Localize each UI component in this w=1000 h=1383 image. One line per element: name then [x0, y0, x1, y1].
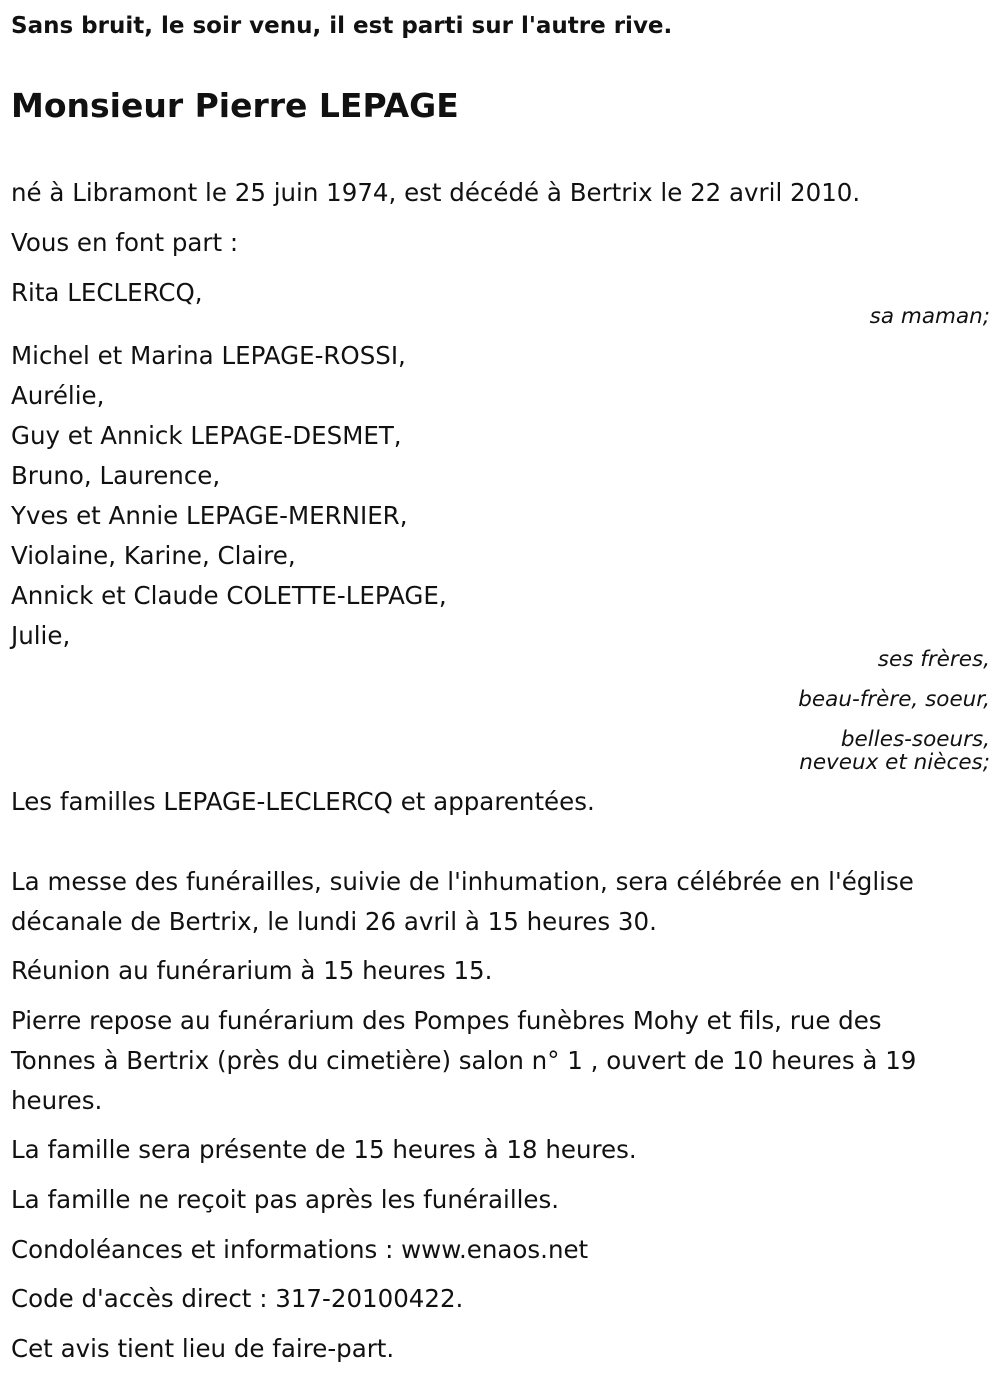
epigraph: Sans bruit, le soir venu, il est parti sur l'autre rive.: [11, 13, 673, 39]
sibling-line: Julie,: [11, 621, 71, 650]
notice-line: Cet avis tient lieu de faire-part.: [11, 1334, 395, 1363]
meeting-line: Réunion au funérarium à 15 heures 15.: [11, 956, 493, 985]
sibling-line: Violaine, Karine, Claire,: [11, 541, 296, 570]
mass-line-1: La messe des funérailles, suivie de l'inhumation, sera célébrée en l'église: [11, 867, 914, 896]
role-line: neveux et nièces;: [799, 750, 990, 775]
role-line: beau-frère, soeur,: [798, 687, 990, 712]
family-present-line: La famille sera présente de 15 heures à 18 heures.: [11, 1135, 637, 1164]
sibling-line: Annick et Claude COLETTE-LEPAGE,: [11, 581, 447, 610]
mother-role: sa maman;: [869, 304, 990, 329]
deceased-name: Monsieur Pierre LEPAGE: [11, 86, 459, 125]
repose-line-3: heures.: [11, 1086, 103, 1115]
role-line: belles-soeurs,: [840, 727, 990, 752]
access-code-line: Code d'accès direct : 317-20100422.: [11, 1284, 464, 1313]
mother-name: Rita LECLERCQ,: [11, 278, 203, 307]
condolences-line: Condoléances et informations : www.enaos.net: [11, 1235, 589, 1264]
birth-death-statement: né à Libramont le 25 juin 1974, est décédé à Bertrix le 22 avril 2010.: [11, 178, 861, 207]
role-line: ses frères,: [877, 647, 990, 672]
repose-line-2: Tonnes à Bertrix (près du cimetière) salon n° 1 , ouvert de 10 heures à 19: [11, 1046, 917, 1075]
sibling-line: Bruno, Laurence,: [11, 461, 221, 490]
sibling-line: Guy et Annick LEPAGE-DESMET,: [11, 421, 402, 450]
sibling-line: Yves et Annie LEPAGE-MERNIER,: [11, 501, 408, 530]
sibling-line: Aurélie,: [11, 381, 105, 410]
mass-line-2: décanale de Bertrix, le lundi 26 avril à 15 heures 30.: [11, 907, 657, 936]
no-reception-line: La famille ne reçoit pas après les funérailles.: [11, 1185, 560, 1214]
sibling-line: Michel et Marina LEPAGE-ROSSI,: [11, 341, 406, 370]
families-line: Les familles LEPAGE-LECLERCQ et apparentées.: [11, 787, 595, 816]
repose-line-1: Pierre repose au funérarium des Pompes funèbres Mohy et fils, rue des: [11, 1006, 882, 1035]
announce-line: Vous en font part :: [11, 228, 239, 257]
